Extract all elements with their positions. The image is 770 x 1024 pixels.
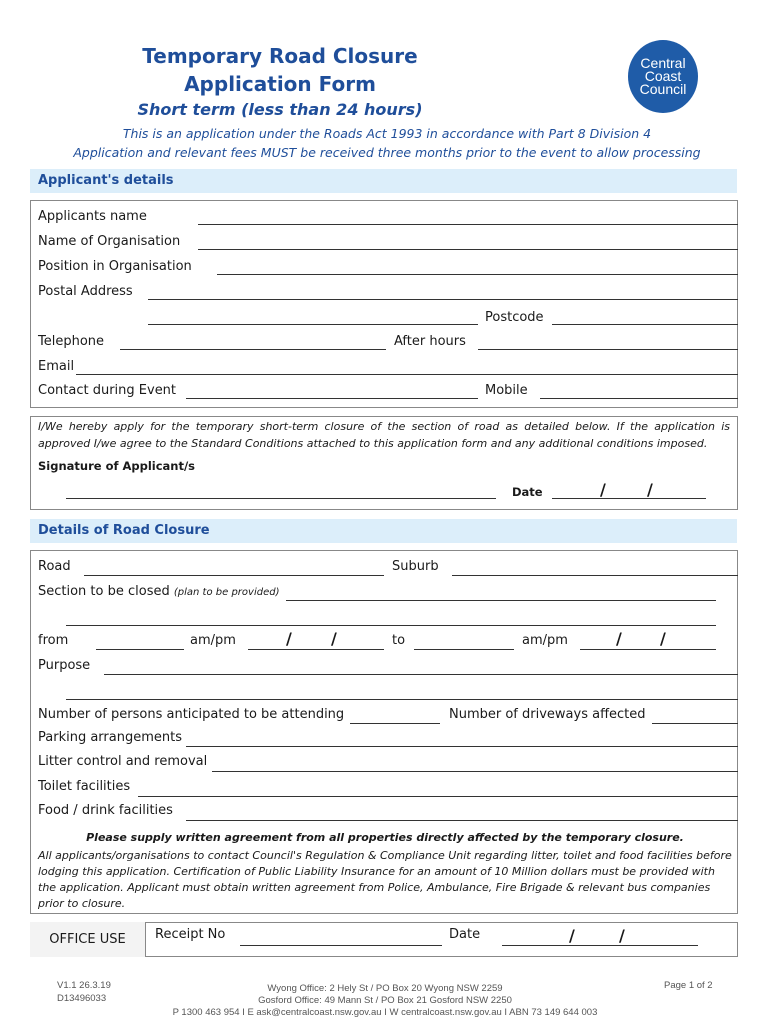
- agreement-note: Please supply written agreement from all properties directly affected by the temporary closure.: [86, 831, 684, 844]
- postcode-label: Postcode: [485, 310, 544, 325]
- road-label: Road: [38, 559, 71, 574]
- signature-date-label: Date: [512, 485, 543, 499]
- email-field[interactable]: [76, 374, 738, 375]
- applicant-instructions: All applicants/organisations to contact Council's Regulation & Compliance Unit regarding litter, toilet and food facilities before lodging this application. Certification of Public Liability Insurance for an amount of 10 Million dollars must be provided with the application. Applicant must obtain written agreement from Police, Ambulance, Fire Brigade & relevant bus companies prior to closure.: [38, 849, 732, 910]
- purpose-field-2[interactable]: [66, 699, 738, 700]
- closure-section-header: Details of Road Closure: [30, 519, 737, 543]
- section-closed-field-2[interactable]: [66, 625, 716, 626]
- applicants-name-field[interactable]: [198, 224, 738, 225]
- receipt-field[interactable]: [240, 945, 442, 946]
- from-date-field[interactable]: [248, 649, 384, 650]
- signature-label: Signature of Applicant/s: [38, 459, 196, 473]
- persons-field[interactable]: [350, 723, 440, 724]
- mobile-label: Mobile: [485, 383, 528, 398]
- suburb-field[interactable]: [452, 575, 738, 576]
- intro-line1: This is an application under the Roads Act 1993 in accordance with Part 8 Division 4: [122, 126, 652, 141]
- section-closed-text: Section to be closed: [38, 584, 170, 599]
- date-separator: /: [616, 629, 622, 648]
- driveways-field[interactable]: [652, 723, 738, 724]
- applicants-name-label: Applicants name: [38, 209, 147, 224]
- applicant-box: [30, 200, 738, 408]
- after-hours-label: After hours: [394, 334, 466, 349]
- section-closed-note: (plan to be provided): [173, 587, 280, 598]
- date-separator: /: [647, 480, 653, 499]
- postal-address-label: Postal Address: [38, 284, 133, 299]
- suburb-label: Suburb: [392, 559, 439, 574]
- organisation-field[interactable]: [198, 249, 738, 250]
- litter-label: Litter control and removal: [38, 754, 208, 769]
- driveways-label: Number of driveways affected: [449, 707, 646, 722]
- persons-label: Number of persons anticipated to be attending: [38, 707, 345, 722]
- position-label: Position in Organisation: [38, 259, 192, 274]
- form-title-line2: Application Form: [184, 72, 376, 96]
- postal-address-field[interactable]: [148, 299, 738, 300]
- from-time-field[interactable]: [96, 649, 184, 650]
- postcode-field[interactable]: [552, 324, 738, 325]
- litter-field[interactable]: [212, 771, 738, 772]
- postal-address-field-2[interactable]: [148, 324, 478, 325]
- council-logo: [628, 40, 698, 113]
- section-closed-label: [38, 584, 279, 599]
- form-title-line1: Temporary Road Closure: [142, 44, 418, 68]
- logo-text-line2: Coast: [644, 68, 682, 84]
- section-closed-field[interactable]: [286, 600, 716, 601]
- parking-label: Parking arrangements: [38, 730, 182, 745]
- date-separator: /: [286, 629, 292, 648]
- to-label: to: [392, 633, 406, 648]
- date-separator: /: [619, 926, 625, 945]
- telephone-label: Telephone: [38, 334, 105, 349]
- after-hours-field[interactable]: [478, 349, 738, 350]
- from-ampm-label: am/pm: [190, 633, 236, 648]
- to-time-field[interactable]: [414, 649, 514, 650]
- office-use-label: OFFICE USE: [30, 922, 146, 957]
- position-field[interactable]: [217, 274, 738, 275]
- date-separator: /: [569, 926, 575, 945]
- toilet-field[interactable]: [138, 796, 738, 797]
- office-date-label: Date: [449, 927, 481, 942]
- purpose-field[interactable]: [104, 674, 738, 675]
- mobile-field[interactable]: [540, 398, 738, 399]
- to-date-field[interactable]: [580, 649, 716, 650]
- to-ampm-label: am/pm: [522, 633, 568, 648]
- food-field[interactable]: [186, 820, 738, 821]
- intro-line2: Application and relevant fees MUST be received three months prior to the event to allow processing: [73, 145, 701, 160]
- version-label: V1.1 26.3.19: [57, 980, 111, 991]
- date-separator: /: [600, 480, 606, 499]
- email-label: Email: [38, 359, 75, 374]
- office-date-field[interactable]: [502, 945, 698, 946]
- telephone-field[interactable]: [120, 349, 386, 350]
- document-id: D13496033: [57, 993, 107, 1004]
- signature-field[interactable]: [66, 498, 496, 499]
- gosford-office: Gosford Office: 49 Mann St / PO Box 21 Gosford NSW 2250: [258, 995, 512, 1006]
- contact-event-label: Contact during Event: [38, 383, 177, 398]
- receipt-label: Receipt No: [155, 927, 226, 942]
- form-subtitle: Short term (less than 24 hours): [137, 100, 423, 119]
- wyong-office: Wyong Office: 2 Hely St / PO Box 20 Wyong NSW 2259: [267, 983, 503, 994]
- from-label: from: [38, 633, 69, 648]
- purpose-label: Purpose: [38, 658, 91, 673]
- date-separator: /: [331, 629, 337, 648]
- road-field[interactable]: [84, 575, 384, 576]
- logo-text-line3: Council: [639, 81, 687, 97]
- page-number: Page 1 of 2: [664, 980, 713, 991]
- signature-date-field[interactable]: [552, 498, 706, 499]
- date-separator: /: [660, 629, 666, 648]
- declaration-text: I/We hereby apply for the temporary short-term closure of the section of road as detailed below. If the application is approved I/we agree to the Standard Conditions attached to this application form and any additional conditions imposed.: [38, 420, 730, 450]
- organisation-label: Name of Organisation: [38, 234, 181, 249]
- toilet-label: Toilet facilities: [38, 779, 131, 794]
- food-label: Food / drink facilities: [38, 803, 173, 818]
- applicant-section-header: Applicant's details: [30, 169, 737, 193]
- logo-text-line1: Central: [640, 55, 686, 71]
- parking-field[interactable]: [186, 746, 738, 747]
- contact-details: P 1300 463 954 I E ask@centralcoast.nsw.gov.au I W centralcoast.nsw.gov.au I ABN 73 149 644 003: [172, 1007, 598, 1018]
- contact-event-field[interactable]: [186, 398, 478, 399]
